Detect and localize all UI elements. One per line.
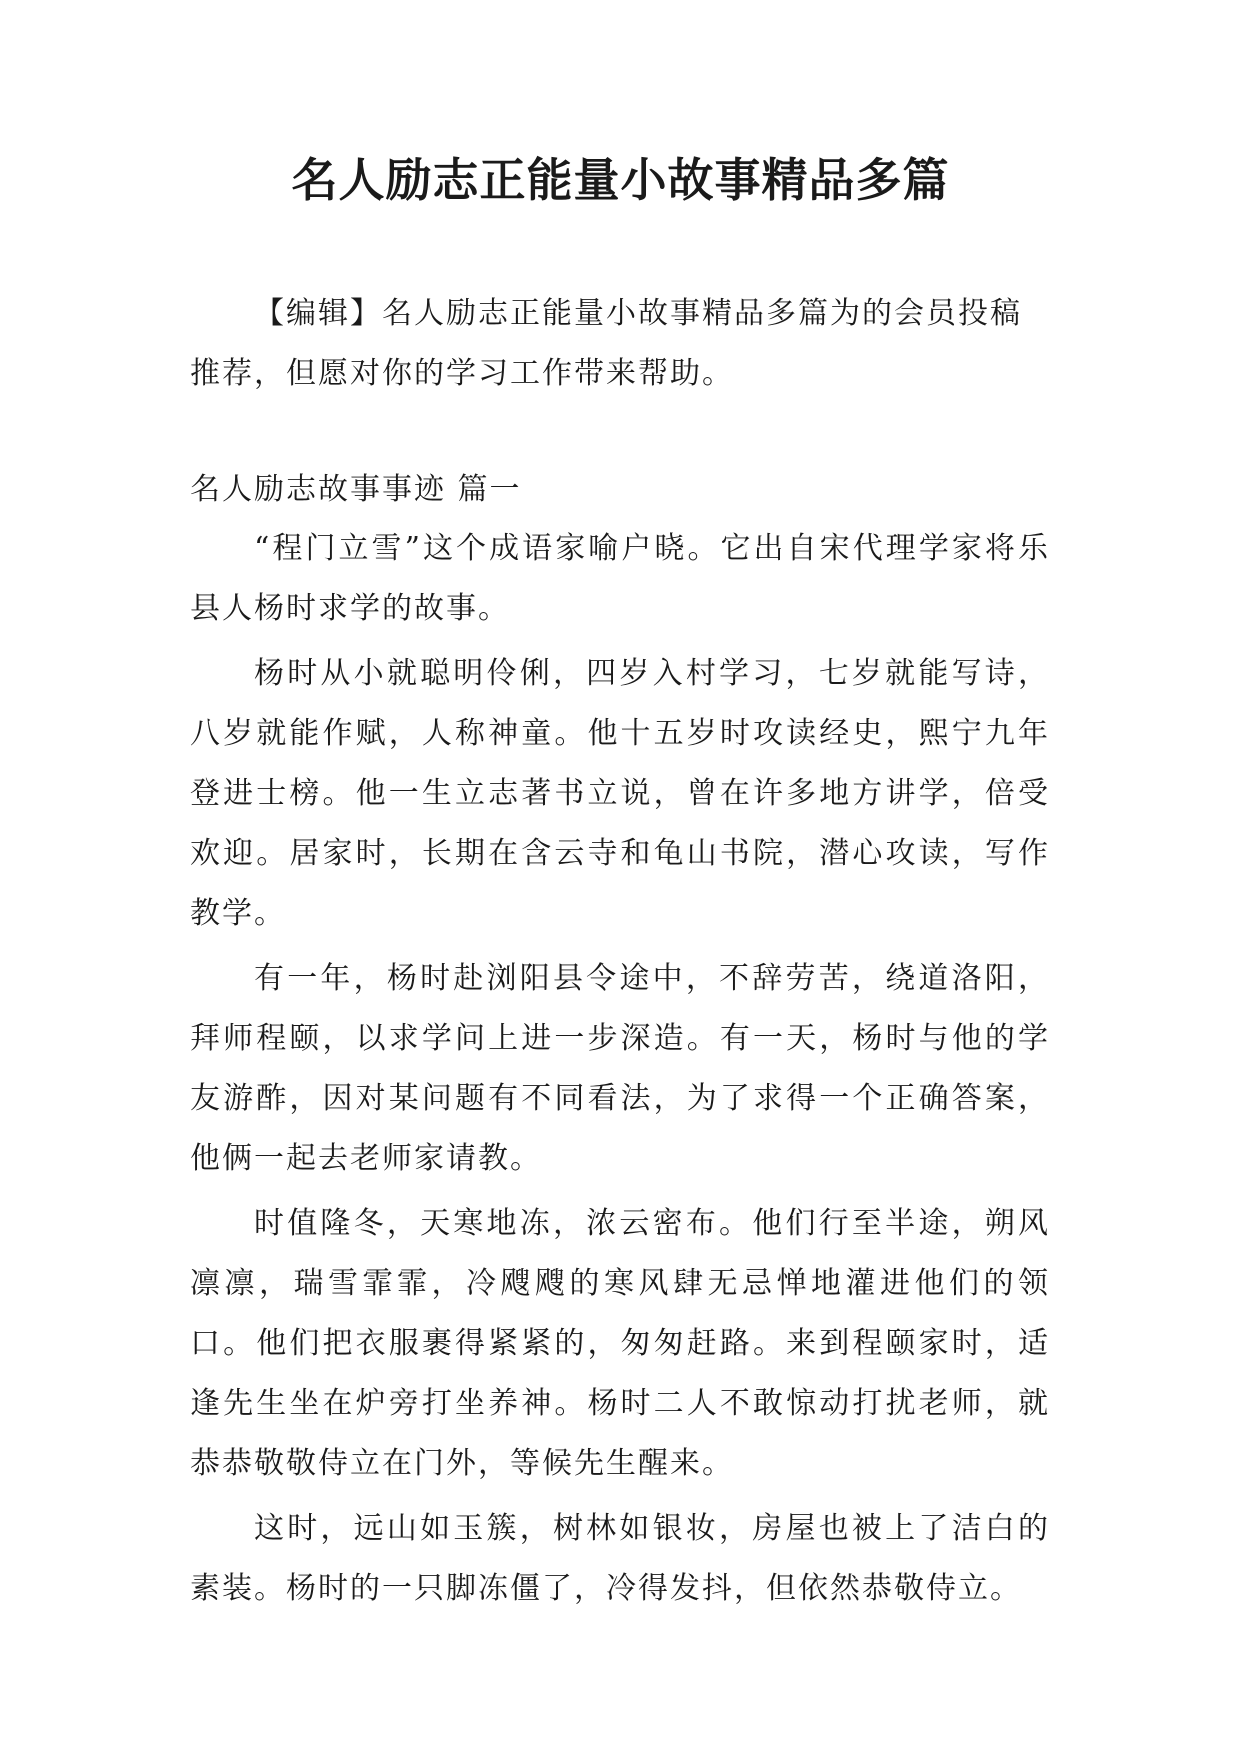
editor-intro: 【编辑】名人励志正能量小故事精品多篇为的会员投稿推荐，但愿对你的学习工作带来帮助。 — [190, 296, 1022, 391]
paragraph: 杨时从小就聪明伶俐，四岁入村学习，七岁就能写诗，八岁就能作赋，人称神童。他十五岁时攻读经史，熙宁九年登进士榜。他一生立志著书立说，曾在许多地方讲学，倍受欢迎。居家时，长期在含云寺和龟山书院，潜心攻读，写作教学。 — [190, 656, 1050, 931]
document-title: 名人励志正能量小故事精品多篇 — [291, 153, 950, 207]
paragraph: “程门立雪”这个成语家喻户晓。它出自宋代理学家将乐县人杨时求学的故事。 — [190, 531, 1050, 626]
section-heading: 名人励志故事事迹 篇一 — [190, 472, 522, 507]
paragraph: 这时，远山如玉簇，树林如银妆，房屋也被上了洁白的素装。杨时的一只脚冻僵了，冷得发抖，但依然恭敬侍立。 — [190, 1511, 1050, 1606]
story-body — [190, 519, 1050, 1619]
paragraph: 时值隆冬，天寒地冻，浓云密布。他们行至半途，朔风凛凛，瑞雪霏霏，冷飕飕的寒风肆无忌惮地灌进他们的领口。他们把衣服裹得紧紧的，匆匆赶路。来到程颐家时，适逢先生坐在炉旁打坐养神。杨时二人不敢惊动打扰老师，就恭恭敬敬侍立在门外，等候先生醒来。 — [190, 1206, 1050, 1481]
paragraph: 有一年，杨时赴浏阳县令途中，不辞劳苦，绕道洛阳，拜师程颐，以求学问上进一步深造。有一天，杨时与他的学友游酢，因对某问题有不同看法，为了求得一个正确答案，他俩一起去老师家请教。 — [190, 961, 1050, 1176]
